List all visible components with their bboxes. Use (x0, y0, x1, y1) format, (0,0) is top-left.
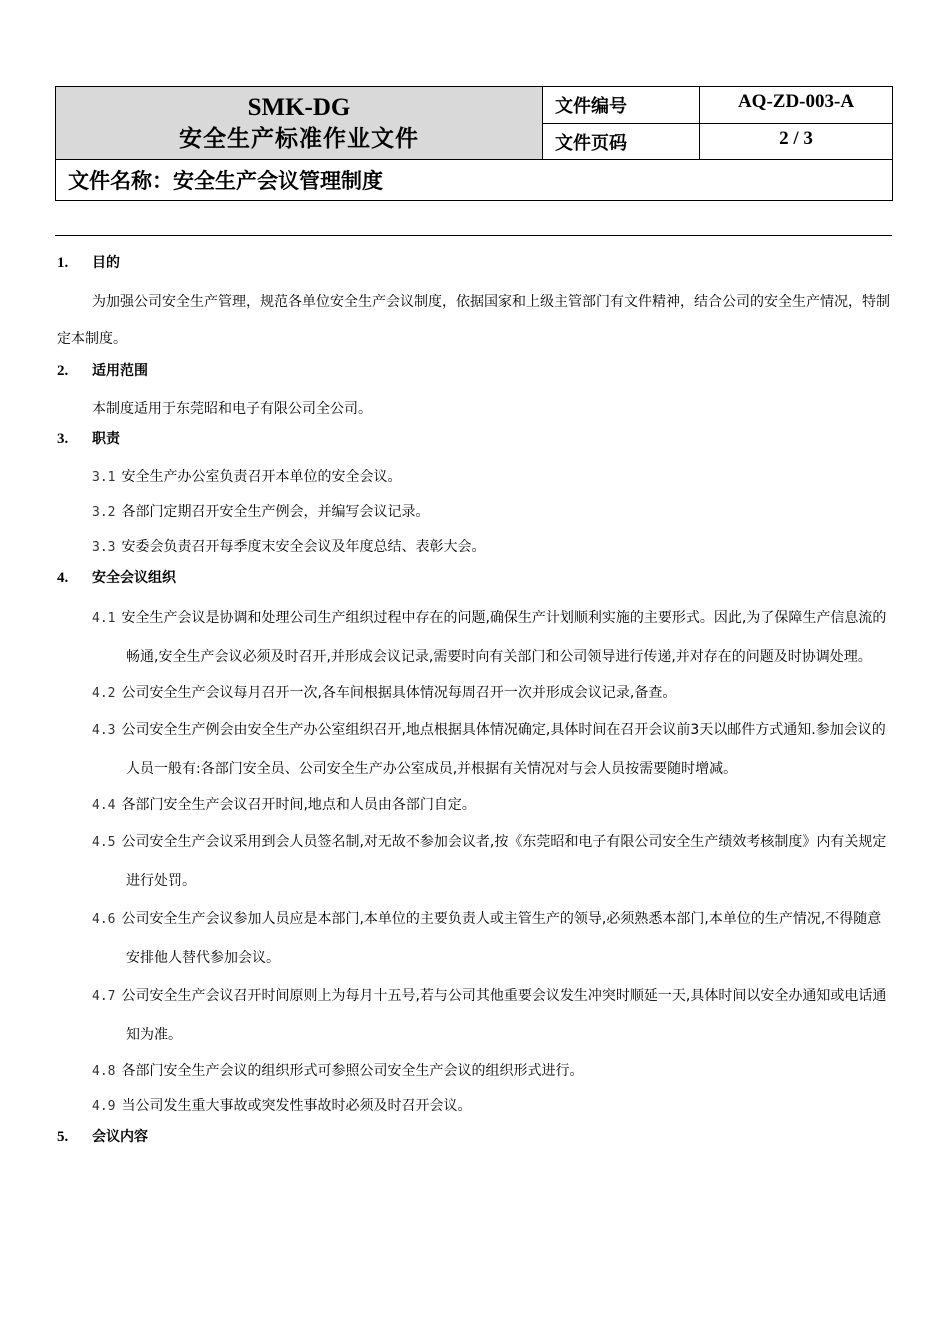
organization-cell (56, 87, 543, 160)
section-heading (57, 426, 892, 460)
list-item (92, 977, 892, 1054)
doc-number-label: 文件编号 (543, 87, 700, 124)
item-number: 4.5 (92, 835, 116, 850)
list-item (92, 530, 892, 565)
item-text: 安委会负责召开每季度末安全会议及年度总结、表彰大会。 (121, 539, 486, 555)
item-text: 公司安全生产会议采用到会人员签名制,对无故不参加会议者,按《东莞昭和电子有限公司安全生产绩效考核制度》内有关规定进行处罚。 (121, 834, 887, 889)
list-item (92, 823, 892, 900)
list-item (92, 788, 892, 823)
list-item (92, 711, 892, 788)
item-text: 公司安全生产会议召开时间原则上为每月十五号,若与公司其他重要会议发生冲突时顺延一天,具体时间以安全办通知或电话通知为准。 (121, 988, 887, 1043)
item-text: 安全生产会议是协调和处理公司生产组织过程中存在的问题,确保生产计划顺利实施的主要形式。因此,为了保障生产信息流的畅通,安全生产会议必须及时召开,并形成会议记录,需要时向有关部门和公司领导进行传递,并对存在的问题及时协调处理。 (121, 610, 887, 665)
item-number: 3.1 (92, 470, 116, 485)
scope-paragraph: 本制度适用于东莞昭和电子有限公司全公司。 (92, 401, 372, 417)
section-title: 目的 (92, 255, 120, 271)
doc-number-value: AQ-ZD-003-A (700, 87, 893, 124)
item-text: 各部门定期召开安全生产例会，并编写会议记录。 (121, 504, 430, 520)
section-heading (57, 358, 892, 392)
list-item (92, 1089, 892, 1124)
section-title: 安全会议组织 (92, 570, 176, 586)
item-number: 4.1 (92, 611, 116, 626)
list-item (92, 1054, 892, 1089)
org-code: SMK-DG (247, 94, 351, 121)
purpose-paragraph: 为加强公司安全生产管理，规范各单位安全生产会议制度，依据国家和上级主管部门有文件精神，结合公司的安全生产情况，特制定本制度。 (57, 294, 890, 347)
item-number: 3.3 (92, 540, 116, 555)
list-item (92, 900, 892, 977)
list-item (92, 676, 892, 711)
list-item (92, 460, 892, 495)
section-title: 适用范围 (92, 363, 148, 379)
item-number: 4.6 (92, 912, 116, 927)
item-number: 4.7 (92, 989, 116, 1004)
header-divider (55, 235, 892, 236)
section-title: 职责 (92, 431, 120, 447)
document-header-table (55, 86, 893, 201)
item-text: 当公司发生重大事故或突发性事故时必须及时召开会议。 (121, 1098, 472, 1114)
item-text: 公司安全生产会议每月召开一次,各车间根据具体情况每周召开一次并形成会议记录,备查。 (121, 685, 677, 701)
section-number: 4. (57, 570, 69, 586)
section-heading (57, 250, 892, 284)
item-text: 安全生产办公室负责召开本单位的安全会议。 (121, 469, 402, 485)
document-name: 文件名称：安全生产会议管理制度 (56, 160, 893, 201)
item-text: 公司安全生产例会由安全生产办公室组织召开,地点根据具体情况确定,具体时间在召开会议前3天以邮件方式通知.参加会议的人员一般有:各部门安全员、公司安全生产办公室成员,并根据有关情况对与会人员按需要随时增减。 (121, 722, 886, 777)
section-number: 1. (57, 255, 69, 271)
item-text: 公司安全生产会议参加人员应是本部门,本单位的主要负责人或主管生产的领导,必须熟悉本部门,本单位的生产情况,不得随意安排他人替代参加会议。 (121, 911, 882, 966)
section-heading (57, 565, 892, 599)
section-number: 5. (57, 1129, 69, 1145)
item-number: 3.2 (92, 505, 116, 520)
item-text: 各部门安全生产会议的组织形式可参照公司安全生产会议的组织形式进行。 (121, 1063, 584, 1079)
item-number: 4.3 (92, 723, 116, 738)
section-number: 2. (57, 363, 69, 379)
item-number: 4.2 (92, 686, 116, 701)
page-number-label: 文件页码 (543, 124, 700, 160)
item-number: 4.8 (92, 1064, 116, 1079)
item-number: 4.4 (92, 798, 116, 813)
section-number: 3. (57, 431, 69, 447)
section-title: 会议内容 (92, 1129, 148, 1145)
org-subtitle: 安全生产标准作业文件 (179, 125, 419, 152)
page-number-value: 2 / 3 (700, 124, 893, 160)
document-body (57, 250, 892, 1158)
list-item (92, 495, 892, 530)
item-text: 各部门安全生产会议召开时间,地点和人员由各部门自定。 (121, 797, 476, 813)
list-item (92, 599, 892, 676)
section-heading (57, 1124, 892, 1158)
item-number: 4.9 (92, 1099, 116, 1114)
